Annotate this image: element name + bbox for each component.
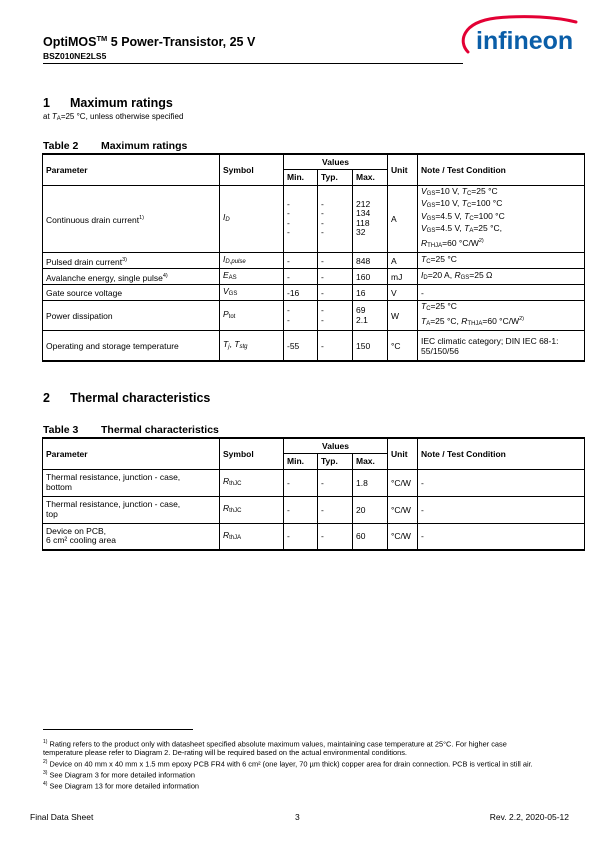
max-cell: 60	[353, 523, 388, 550]
header-max: Max.	[353, 453, 388, 469]
min-cell: -	[284, 269, 318, 285]
symbol-cell: $P_{tot}$	[220, 301, 284, 331]
typ-cell: -	[318, 285, 353, 301]
note-cell: -	[418, 285, 585, 301]
unit-cell: °C/W	[388, 496, 418, 523]
section-1-heading: 1 Maximum ratings	[43, 96, 173, 110]
param-cell: Pulsed drain current$^{3)}$	[43, 253, 220, 269]
header-rule	[43, 63, 463, 64]
min-cell: - -	[284, 301, 318, 331]
unit-cell: W	[388, 301, 418, 331]
footer-left: Final Data Sheet	[30, 812, 94, 822]
max-cell: 1.8	[353, 469, 388, 496]
note-cell: $V_{GS}=10$ V, $T_C=25$ °C $V_{GS}=10$ V, $T_C=100$ °C $V_{GS}=4.5$ V, $T_C=100$ °C $V_{GS}=4.5$ V, $T_A=25$ °C, $R_{THJA}=60$ $^\circ C/W^{2)}$	[418, 185, 585, 253]
header-max: Max.	[353, 169, 388, 185]
min-cell: -	[284, 496, 318, 523]
logo-text: infineon	[476, 27, 574, 55]
header-symbol: Symbol	[220, 438, 284, 469]
note-cell: $T_C=25$ °C $T_A=25$ °C, $R_{THJA}=60$ $^\circ C/W^{2)}$	[418, 301, 585, 331]
typ-cell: -	[318, 269, 353, 285]
symbol-cell: $I_{D,pulse}$	[220, 253, 284, 269]
param-cell: Thermal resistance, junction - case, top	[43, 496, 220, 523]
min-cell: -	[284, 253, 318, 269]
param-cell: Thermal resistance, junction - case, bottom	[43, 469, 220, 496]
header-parameter: Parameter	[43, 154, 220, 185]
section-1-subtitle: at $T_A=25$ °C, unless otherwise specified	[43, 112, 184, 122]
max-cell: 20	[353, 496, 388, 523]
min-cell: -55	[284, 331, 318, 361]
param-cell: Continuous drain current$^{1)}$	[43, 185, 220, 253]
max-cell: 848	[353, 253, 388, 269]
table-2-caption: Table 2 Maximum ratings	[43, 140, 188, 152]
table-row	[43, 269, 585, 285]
table-row	[43, 301, 585, 331]
symbol-cell: $R_{thJA}$	[220, 523, 284, 550]
header-unit: Unit	[388, 438, 418, 469]
section-2-heading: 2 Thermal characteristics	[43, 391, 211, 405]
note-cell: -	[418, 496, 585, 523]
note-cell: $T_C=25$ °C	[418, 253, 585, 269]
table-row	[43, 331, 585, 361]
param-cell: Operating and storage temperature	[43, 331, 220, 361]
typ-cell: - -	[318, 301, 353, 331]
min-cell: - - - -	[284, 185, 318, 253]
symbol-cell: $V_{GS}$	[220, 285, 284, 301]
unit-cell: °C/W	[388, 469, 418, 496]
thermal-characteristics-table	[42, 437, 585, 551]
page-number: 3	[295, 812, 300, 822]
footer-revision: Rev. 2.2, 2020-05-12	[489, 812, 569, 822]
unit-cell: °C	[388, 331, 418, 361]
header-note: Note / Test Condition	[418, 438, 585, 469]
symbol-cell: $R_{thJC}$	[220, 469, 284, 496]
maximum-ratings-table	[42, 153, 585, 362]
table-row	[43, 253, 585, 269]
typ-cell: -	[318, 253, 353, 269]
symbol-cell: $I_D$	[220, 185, 284, 253]
typ-cell: -	[318, 469, 353, 496]
symbol-cell: $R_{thJC}$	[220, 496, 284, 523]
header-note: Note / Test Condition	[418, 154, 585, 185]
footnote-1: $^{1)}$ Rating refers to the product only with datasheet specified absolute maximum values, maintaining case temperature at 25°C. For higher case temperature please refer to Diagram 2. De-rating will be required based on the actual environmental conditions.	[43, 739, 507, 758]
table-row	[43, 496, 585, 523]
footnote-rule	[43, 729, 193, 730]
typ-cell: -	[318, 331, 353, 361]
footnote-3: $^{3)}$ See Diagram 3 for more detailed information	[43, 769, 195, 780]
header-symbol: Symbol	[220, 154, 284, 185]
unit-cell: °C/W	[388, 523, 418, 550]
note-cell: IEC climatic category; DIN IEC 68-1: 55/150/56	[418, 331, 585, 361]
table-row	[43, 469, 585, 496]
footnotes	[43, 738, 543, 791]
header-unit: Unit	[388, 154, 418, 185]
header-typ: Typ.	[318, 169, 353, 185]
unit-cell: A	[388, 253, 418, 269]
max-cell: 16	[353, 285, 388, 301]
footnote-2: $^{2)}$ Device on 40 mm x 40 mm x 1.5 mm epoxy PCB FR4 with 6 cm² (one layer, 70 µm thick) copper area for drain connection. PCB is vertical in still air.	[43, 758, 533, 769]
unit-cell: V	[388, 285, 418, 301]
header-values: Values	[284, 154, 388, 169]
footnote-4: $^{4)}$ See Diagram 13 for more detailed information	[43, 780, 200, 791]
symbol-cell: $E_{AS}$	[220, 269, 284, 285]
min-cell: -16	[284, 285, 318, 301]
table-row	[43, 523, 585, 550]
table-row	[43, 185, 585, 253]
header-values: Values	[284, 438, 388, 453]
header-parameter: Parameter	[43, 438, 220, 469]
typ-cell: -	[318, 496, 353, 523]
param-cell: Avalanche energy, single pulse$^{4)}$	[43, 269, 220, 285]
unit-cell: mJ	[388, 269, 418, 285]
note-cell: $I_D=20$ A, $R_{GS}=25$ Ω	[418, 269, 585, 285]
max-cell: 150	[353, 331, 388, 361]
table-row	[43, 285, 585, 301]
max-cell: 69 2.1	[353, 301, 388, 331]
note-cell: -	[418, 523, 585, 550]
symbol-cell: $T_j$, $T_{stg}$	[220, 331, 284, 361]
part-number: BSZ010NE2LS5	[43, 51, 107, 61]
max-cell: 212 134 118 32	[353, 185, 388, 253]
min-cell: -	[284, 523, 318, 550]
param-cell: Gate source voltage	[43, 285, 220, 301]
infineon-logo	[456, 14, 582, 58]
typ-cell: - - - -	[318, 185, 353, 253]
header-typ: Typ.	[318, 453, 353, 469]
typ-cell: -	[318, 523, 353, 550]
param-cell: Power dissipation	[43, 301, 220, 331]
max-cell: 160	[353, 269, 388, 285]
table-3-caption: Table 3 Thermal characteristics	[43, 424, 219, 436]
unit-cell: A	[388, 185, 418, 253]
note-cell: -	[418, 469, 585, 496]
param-cell: Device on PCB, 6 cm² cooling area	[43, 523, 220, 550]
header-min: Min.	[284, 169, 318, 185]
header-min: Min.	[284, 453, 318, 469]
document-title: OptiMOS™ 5 Power-Transistor, 25 V	[43, 34, 256, 50]
min-cell: -	[284, 469, 318, 496]
